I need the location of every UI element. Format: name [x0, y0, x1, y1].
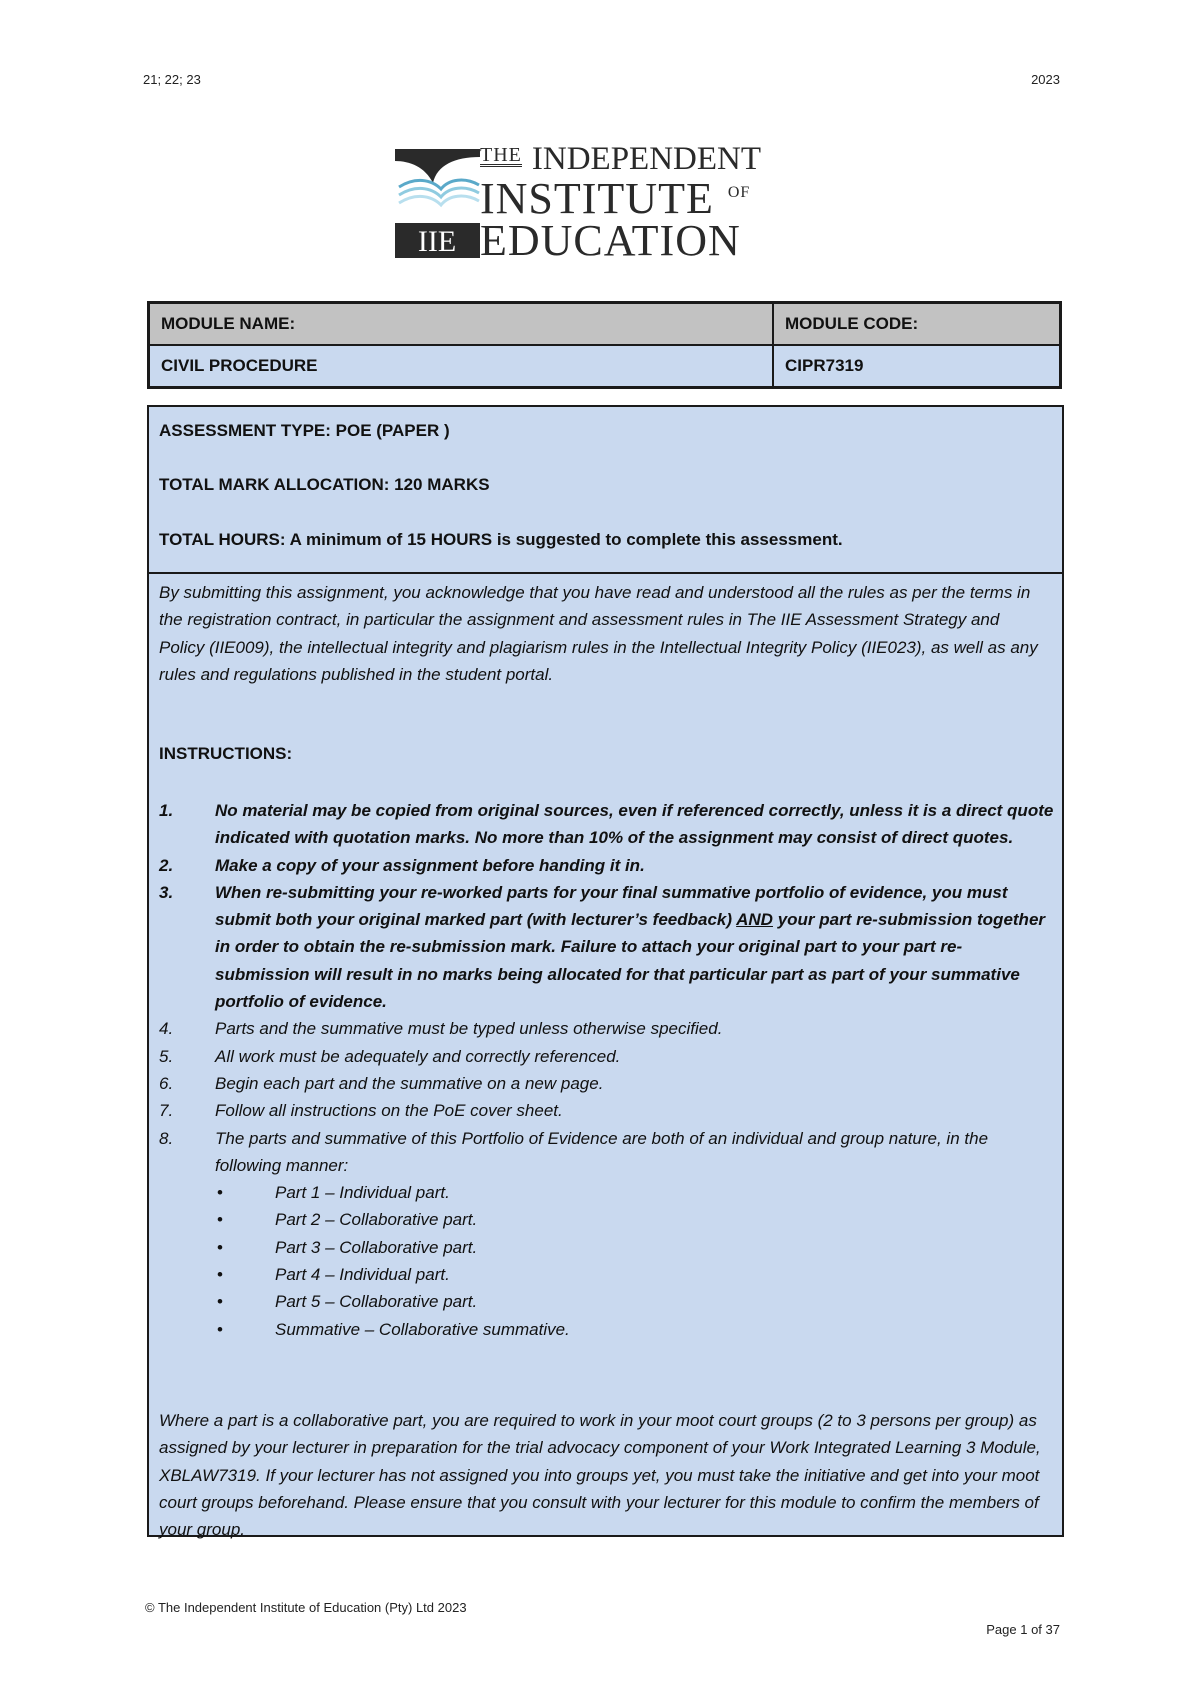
iie-logo — [395, 141, 810, 265]
module-name-label: MODULE NAME: — [149, 303, 774, 346]
part-item: • Part 1 – Individual part. — [217, 1183, 450, 1203]
part-item: • Summative – Collaborative summative. — [217, 1319, 570, 1339]
parts-list — [215, 1179, 1054, 1343]
header-year: 2023 — [1031, 72, 1060, 87]
part-item: • Part 4 – Individual part. — [217, 1265, 450, 1285]
logo-institute: INSTITUTE — [480, 174, 714, 223]
part-item: • Part 2 – Collaborative part. — [217, 1210, 478, 1230]
logo-wordmark — [480, 141, 810, 265]
collaboration-note: Where a part is a collaborative part, you are required to work in your moot court groups (2 to 3 persons per group) as assigned by your lecturer in preparation for the trial advocacy component of your Work Integrated Learning 3 Module, XBLAW7319. If your lecturer has not assigned you into groups yet, you must take the initiative and get into your moot court groups beforehand. Please ensure that you consult with your lecturer for this module to confirm the members of your group. — [159, 1411, 1041, 1540]
module-name-value: CIVIL PROCEDURE — [149, 345, 774, 388]
module-code-label: MODULE CODE: — [773, 303, 1061, 346]
part-item: • Part 5 – Collaborative part. — [217, 1292, 478, 1312]
instruction-item: 2. Make a copy of your assignment before handing it in. — [159, 855, 645, 875]
header-left-text: 21; 22; 23 — [143, 72, 201, 87]
logo-of: OF — [727, 184, 751, 201]
logo-the: THE — [480, 144, 522, 166]
assessment-box — [147, 405, 1064, 1540]
page-number: Page 1 of 37 — [986, 1622, 1060, 1637]
instruction-item: 4. Parts and the summative must be typed unless otherwise specified. — [159, 1019, 723, 1039]
module-code-value: CIPR7319 — [773, 345, 1061, 388]
logo-badge-text: IIE — [417, 225, 457, 258]
logo-book-icon — [395, 143, 480, 258]
total-marks: TOTAL MARK ALLOCATION: 120 MARKS — [159, 475, 490, 494]
module-info-table — [147, 301, 1062, 389]
instruction-item: 8. The parts and summative of this Portfolio of Evidence are both of an individual and group nature, in the following manner: • Part 1 – Individual part. • Part 2 – Collaborative part. • Part 3 – Collaborative part. • Part 4 – Individual part. • Part 5 – Collaborative part. • Summative – Collaborative summative. — [159, 1125, 1054, 1343]
instruction-item: 1. No material may be copied from original sources, even if referenced correctly, unless it is a direct quote indicated with quotation marks. No more than 10% of the assignment may consist of direct quotes. — [159, 801, 1054, 848]
instructions-heading: INSTRUCTIONS: — [159, 744, 293, 763]
assessment-type: ASSESSMENT TYPE: POE (PAPER ) — [159, 421, 450, 440]
instruction-item: 7. Follow all instructions on the PoE cover sheet. — [159, 1101, 563, 1121]
instruction-item: 5. All work must be adequately and correctly referenced. — [159, 1046, 621, 1066]
total-hours: TOTAL HOURS: A minimum of 15 HOURS is suggested to complete this assessment. — [159, 530, 843, 549]
instruction-item: 3. When re-submitting your re-worked parts for your final summative portfolio of evidence, you must submit both your original marked part (with lecturer’s feedback) AND your part re-submission together in order to obtain the re-submission mark. Failure to attach your original part to your part re-submission will result in no marks being allocated for that particular part as part of your summative portfolio of evidence. — [159, 882, 1046, 1012]
instruction-item: 6. Begin each part and the summative on a new page. — [159, 1073, 604, 1093]
and-emphasis: AND — [736, 910, 773, 930]
section-divider — [149, 572, 1062, 574]
instructions-list — [159, 797, 1054, 1343]
acknowledgement-text: By submitting this assignment, you acknowledge that you have read and understood all the rules as per the terms in the registration contract, in particular the assignment and assessment rules in The IIE Assessment Strategy and Policy (IIE009), the intellectual integrity and plagiarism rules in the Intellectual Integrity Policy (IIE023), as well as any rules and regulations published in the student portal. — [159, 583, 1038, 684]
logo-education: EDUCATION — [480, 216, 741, 265]
logo-independent: INDEPENDENT — [531, 141, 762, 177]
part-item: • Part 3 – Collaborative part. — [217, 1237, 478, 1257]
footer-copyright: © The Independent Institute of Education (Pty) Ltd 2023 — [145, 1600, 467, 1615]
